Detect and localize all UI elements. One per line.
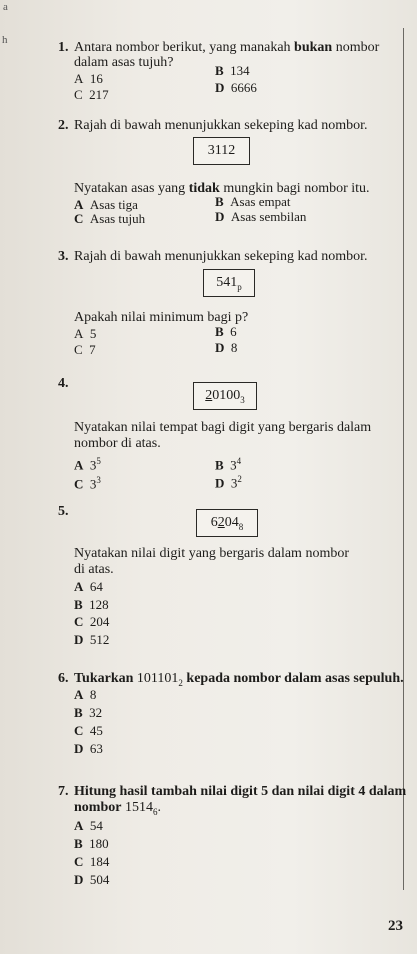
option-base: 3 xyxy=(89,476,97,492)
q5-option-c[interactable] xyxy=(74,614,109,630)
option-letter: B xyxy=(215,194,224,209)
q3-number: 3. xyxy=(58,249,69,264)
option-letter: B xyxy=(74,836,83,851)
card-underlined-digit: 2 xyxy=(205,388,213,403)
q5-text-line1: Nyatakan nilai digit yang bergaris dalam nombor xyxy=(74,546,350,561)
q4-number-card xyxy=(193,382,257,410)
q4-text-line1: Nyatakan nilai tempat bagi digit yang bergaris dalam xyxy=(74,420,372,435)
q2-text-post: mungkin bagi nombor itu. xyxy=(223,181,370,196)
q1-option-b[interactable] xyxy=(215,63,250,79)
option-text: 5 xyxy=(89,326,97,341)
option-exponent: 2 xyxy=(237,474,242,484)
q1-text-bold: bukan xyxy=(294,40,333,55)
q6-option-c[interactable] xyxy=(74,723,103,739)
q7-option-d[interactable] xyxy=(74,872,109,888)
option-text: 504 xyxy=(89,872,110,887)
q3-text-line1: Rajah di bawah menunjukkan sekeping kad nombor. xyxy=(74,249,368,264)
option-text: 16 xyxy=(89,71,103,86)
q7-number-value: 1514 xyxy=(124,800,153,815)
option-letter: B xyxy=(74,705,83,720)
q6-number-value: 101101 xyxy=(136,671,179,686)
option-letter: B xyxy=(74,597,83,612)
option-text: 54 xyxy=(89,818,103,833)
option-text: 7 xyxy=(89,342,96,357)
option-text: 217 xyxy=(89,87,109,102)
q7-number: 7. xyxy=(58,784,69,799)
q1-text-post: nombor xyxy=(335,40,380,55)
right-margin-rule xyxy=(403,28,404,890)
option-letter: A xyxy=(74,71,84,86)
card-underlined-digit: 2 xyxy=(217,515,225,530)
option-text: 45 xyxy=(89,723,103,738)
option-text: Asas empat xyxy=(230,194,291,209)
card-digits-pre: 6 xyxy=(210,515,218,530)
margin-mark-top: a xyxy=(3,1,8,13)
q1-option-c[interactable] xyxy=(74,87,109,103)
option-letter: A xyxy=(74,197,84,212)
option-letter: D xyxy=(215,475,225,491)
q2-text-pre: Nyatakan asas yang xyxy=(74,181,186,196)
q6-option-b[interactable] xyxy=(74,705,102,721)
q7-text-line1: Hitung hasil tambah nilai digit 5 dan nilai digit 4 dalam xyxy=(74,784,407,799)
option-letter: B xyxy=(215,457,224,473)
option-text: Asas sembilan xyxy=(230,209,307,224)
option-exponent: 5 xyxy=(96,456,101,466)
q7-text-post: . xyxy=(157,800,161,815)
q7-option-c[interactable] xyxy=(74,854,109,870)
option-text: 8 xyxy=(230,340,238,355)
option-letter: D xyxy=(74,632,84,647)
option-base: 3 xyxy=(230,457,237,473)
q7-option-a[interactable] xyxy=(74,818,103,834)
option-letter: C xyxy=(74,342,83,357)
q6-number: 6. xyxy=(58,671,69,686)
option-letter: A xyxy=(74,687,84,702)
q1-number: 1. xyxy=(58,40,69,55)
card-base: 3 xyxy=(240,394,245,405)
option-letter: C xyxy=(74,87,83,102)
q1-text-line2: dalam asas tujuh? xyxy=(74,55,174,70)
q4-number: 4. xyxy=(58,376,69,391)
q2-option-b[interactable] xyxy=(215,194,290,210)
q7-option-b[interactable] xyxy=(74,836,109,852)
option-letter: C xyxy=(74,211,84,226)
card-number: 541 xyxy=(216,275,238,290)
option-letter: C xyxy=(74,614,84,629)
option-letter: D xyxy=(74,872,84,887)
q6-text-pre: Tukarkan xyxy=(74,671,134,686)
option-text: 180 xyxy=(89,836,109,851)
option-base: 3 xyxy=(230,475,238,491)
q2-number-card: 3112 xyxy=(193,137,250,165)
margin-mark-second: h xyxy=(2,34,8,46)
q2-text-line1: Rajah di bawah menunjukkan sekeping kad nombor. xyxy=(74,118,368,133)
card-digits: 04 xyxy=(224,515,239,530)
option-text: 512 xyxy=(89,632,110,647)
option-text: 8 xyxy=(89,687,97,702)
q3-option-b[interactable] xyxy=(215,324,237,340)
card-base: 8 xyxy=(238,521,244,532)
q3-option-d[interactable] xyxy=(215,340,237,356)
option-base: 3 xyxy=(89,457,97,473)
q6-option-d[interactable] xyxy=(74,741,103,757)
q3-option-c[interactable] xyxy=(74,342,96,358)
option-text: 134 xyxy=(230,63,250,78)
q5-text-line2: di atas. xyxy=(74,562,114,577)
option-text: 6 xyxy=(230,324,237,339)
option-text: 6666 xyxy=(230,80,257,95)
page-number: 23 xyxy=(388,918,403,934)
q4-text-line2: nombor di atas. xyxy=(74,436,161,451)
option-letter: A xyxy=(74,457,84,473)
q7-base: 6 xyxy=(152,806,158,817)
q3-number-card xyxy=(203,269,255,297)
option-letter: D xyxy=(215,209,225,224)
option-exponent: 3 xyxy=(96,475,101,485)
option-text: 204 xyxy=(89,614,110,629)
option-letter: D xyxy=(215,80,225,95)
option-letter: A xyxy=(74,326,84,341)
option-letter: C xyxy=(74,854,84,869)
q6-base: 2 xyxy=(178,677,183,688)
q2-number: 2. xyxy=(58,118,69,133)
q2-option-c[interactable] xyxy=(74,211,145,227)
q5-option-b[interactable] xyxy=(74,597,109,613)
option-letter: C xyxy=(74,476,84,492)
q2-text-bold: tidak xyxy=(188,181,220,196)
card-digits: 0100 xyxy=(212,388,241,403)
q4-option-a[interactable] xyxy=(74,453,101,473)
option-letter: C xyxy=(74,723,84,738)
q1-text-pre: Antara nombor berikut, yang manakah xyxy=(74,40,291,55)
option-letter: A xyxy=(74,579,84,594)
option-text: 128 xyxy=(89,597,109,612)
option-letter: B xyxy=(215,63,224,78)
option-text: 64 xyxy=(89,579,103,594)
card-base: p xyxy=(237,281,242,292)
q1-option-d[interactable] xyxy=(215,80,257,96)
option-text: 32 xyxy=(89,705,103,720)
option-letter: B xyxy=(215,324,224,339)
q5-number: 5. xyxy=(58,504,69,519)
q4-option-d[interactable] xyxy=(215,471,242,491)
q5-number-card xyxy=(196,509,258,537)
option-text: Asas tujuh xyxy=(89,211,146,226)
q1-option-a[interactable] xyxy=(74,71,103,87)
q3-text-line2: Apakah nilai minimum bagi p? xyxy=(74,310,249,325)
option-text: 63 xyxy=(89,741,103,756)
q2-option-d[interactable] xyxy=(215,209,306,225)
q3-option-a[interactable] xyxy=(74,326,96,342)
option-text: 184 xyxy=(89,854,110,869)
q7-text-pre: nombor xyxy=(74,800,122,815)
q5-option-a[interactable] xyxy=(74,579,103,595)
q6-text xyxy=(74,670,404,692)
q6-option-a[interactable] xyxy=(74,687,96,703)
option-letter: D xyxy=(215,340,225,355)
q4-option-c[interactable] xyxy=(74,472,101,492)
option-letter: A xyxy=(74,818,84,833)
q5-option-d[interactable] xyxy=(74,632,109,648)
option-text: Asas tiga xyxy=(89,197,138,212)
option-exponent: 4 xyxy=(236,456,242,466)
q6-text-post: kepada nombor dalam asas sepuluh. xyxy=(186,671,404,686)
option-letter: D xyxy=(74,741,84,756)
